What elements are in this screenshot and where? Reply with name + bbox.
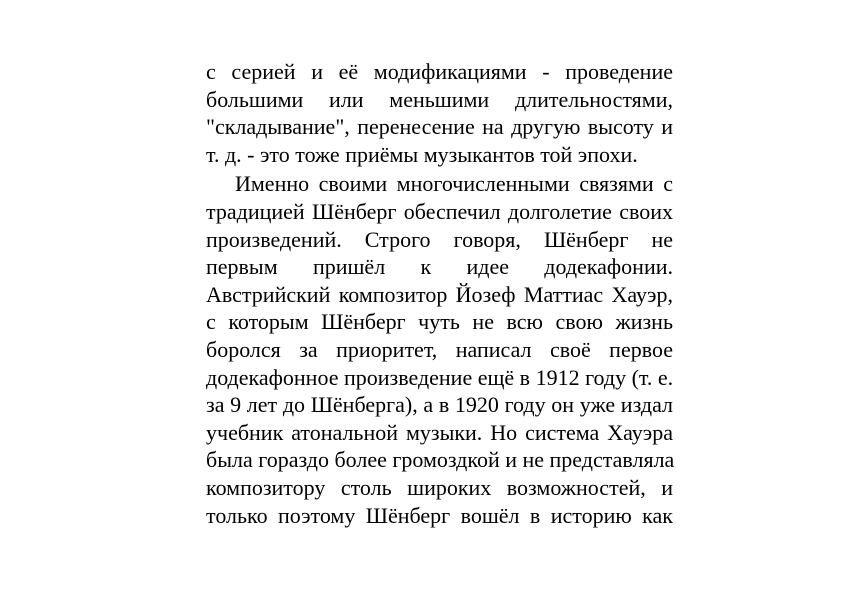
- text-line: первым пришёл к идее додекафонии.: [206, 254, 673, 280]
- text-line: была гораздо более громоздкой и не представляла: [206, 447, 675, 473]
- text-line: произведений. Строго говоря, Шёнберг не: [206, 226, 673, 252]
- text-line: додекафонное произведение ещё в 1912 году (т. е.: [206, 364, 674, 390]
- text-line: с серией и её модификациями - проведение: [206, 59, 673, 84]
- text-line: с которым Шёнберг чуть не всю свою жизнь: [206, 309, 673, 335]
- text-line: большими или меньшими длительностями,: [206, 86, 673, 112]
- text-line: боролся за приоритет, написал своё первое: [206, 336, 673, 362]
- text-line: традицией Шёнберг обеспечил долголетие своих: [206, 198, 673, 224]
- body-text: [206, 58, 673, 529]
- text-line: "складывание", перенесение на другую высоту и: [206, 114, 673, 140]
- text-line: композитору столь широких возможностей, и: [206, 474, 673, 500]
- text-line: т. д. - это тоже приёмы музыкантов той эпохи.: [206, 141, 638, 167]
- text-line: учебник атональной музыки. Но система Хауэра: [206, 419, 673, 445]
- paragraph-2: [206, 170, 673, 529]
- text-line: только поэтому Шёнберг вошёл в историю как: [206, 502, 673, 528]
- text-line: Именно своими многочисленными связями с: [235, 171, 673, 197]
- text-line: за 9 лет до Шёнберга), а в 1920 году он уже издал: [206, 392, 673, 418]
- paragraph-1: [206, 58, 673, 168]
- text-line: Австрийский композитор Йозеф Маттиас Хауэр,: [206, 281, 673, 307]
